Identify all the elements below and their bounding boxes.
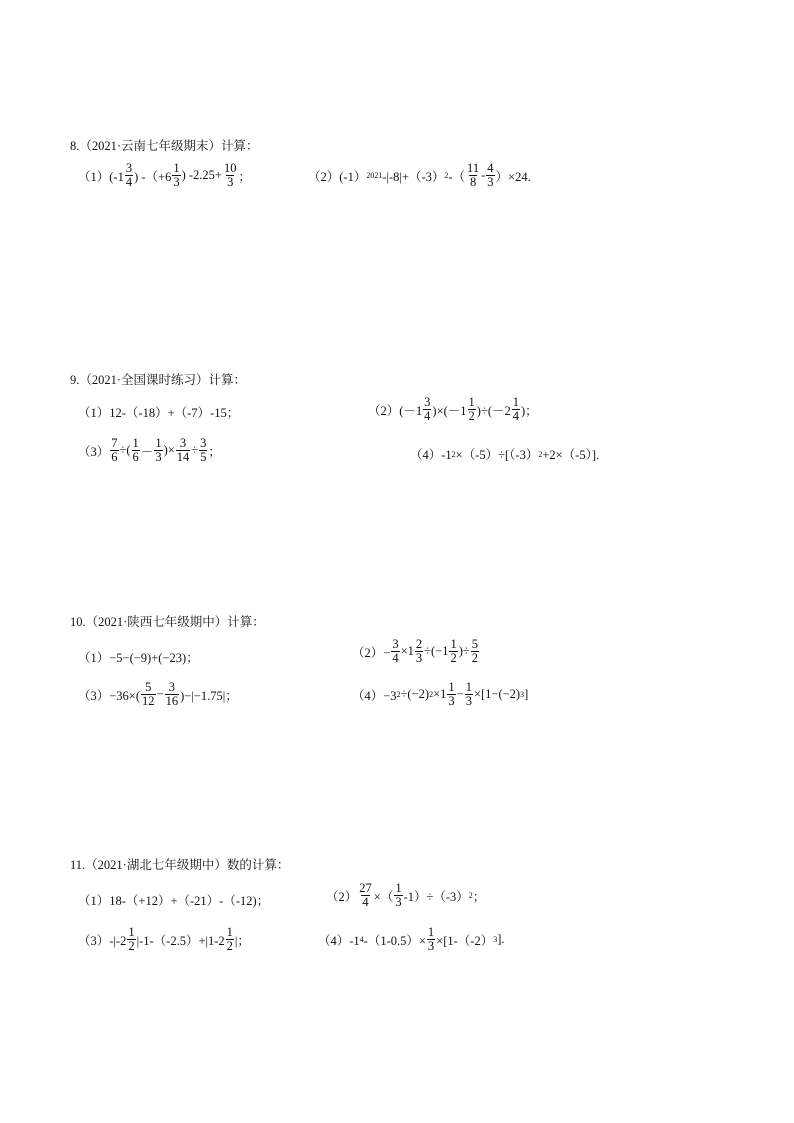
fraction: [415, 638, 423, 665]
numerator: 3: [392, 637, 399, 651]
denominator: 4: [392, 651, 399, 666]
fraction: [465, 681, 473, 708]
fraction: [127, 926, 135, 953]
question-10-title: 10.（2021·陕西七年级期中）计算：: [70, 615, 265, 629]
fraction: [141, 681, 156, 708]
fraction: [427, 926, 435, 953]
denominator: 3: [448, 694, 455, 709]
text: )×(－1: [432, 403, 467, 418]
exponent: 3: [520, 690, 525, 700]
text: −: [456, 687, 464, 702]
text: ×[1−(−2): [473, 687, 521, 702]
text: |-1-（-2.5）+|1-2: [136, 933, 225, 948]
denominator: 5: [200, 450, 207, 465]
denominator: 3: [155, 450, 162, 465]
fraction: [394, 882, 402, 909]
denominator: 4: [512, 409, 519, 424]
q8-part-1: [78, 162, 251, 189]
text: +2×（-5）].: [542, 448, 600, 462]
denominator: 6: [132, 450, 139, 465]
denominator: 3: [227, 175, 234, 190]
denominator: 3: [427, 939, 435, 954]
fraction: [154, 437, 162, 464]
fraction: [132, 437, 140, 464]
text: ].: [497, 932, 505, 947]
denominator: 2: [468, 409, 475, 424]
q11-part-3: [78, 926, 250, 953]
text: -（: [448, 169, 466, 184]
text: ）×24.: [495, 169, 531, 184]
numerator: 27: [359, 881, 372, 895]
text: -|-8|+（-3）: [382, 169, 445, 184]
denominator: 3: [173, 175, 180, 190]
text: ]: [524, 687, 529, 702]
numerator: 1: [512, 395, 519, 409]
text: （1）(-1: [78, 169, 124, 184]
numerator: 1: [395, 881, 402, 895]
q10-part-1: [78, 648, 199, 666]
fraction: [449, 638, 457, 665]
exponent: 2: [396, 690, 401, 700]
text: ) -（+6: [134, 169, 172, 184]
numerator: 1: [427, 925, 435, 939]
numerator: 1: [173, 161, 180, 175]
exponent: 2: [538, 449, 543, 459]
text: ×（: [373, 889, 394, 904]
q11-part-1: [78, 891, 269, 909]
fraction: [223, 162, 238, 189]
fraction: [512, 396, 520, 423]
text: ×1: [433, 687, 447, 702]
q10-part-2: [352, 638, 480, 665]
numerator: 1: [226, 925, 233, 939]
denominator: 16: [165, 694, 179, 709]
denominator: 4: [125, 175, 133, 190]
fraction: [358, 882, 373, 909]
denominator: 3: [465, 694, 472, 709]
exponent: 2: [468, 891, 473, 901]
numerator: 3: [424, 395, 431, 409]
fraction: [125, 162, 133, 189]
denominator: 3: [395, 895, 402, 910]
q11-part-4: [318, 926, 505, 953]
q8-part-2: [308, 162, 531, 189]
q9-part-2: [368, 396, 538, 423]
text: )；: [520, 403, 538, 418]
text: （3）−36×(: [78, 688, 141, 703]
text: |；: [234, 933, 250, 948]
text: ；: [238, 169, 251, 184]
numerator: 1: [155, 436, 162, 450]
fraction: [466, 162, 480, 189]
text: （4）-1: [410, 448, 452, 462]
text: -（1-0.5）×: [363, 933, 426, 948]
text: ) -2.25+: [181, 168, 222, 183]
text: （4）−3: [352, 688, 397, 703]
numerator: 3: [200, 436, 207, 450]
text: －: [140, 444, 154, 459]
text: )÷(－2: [476, 403, 511, 418]
denominator: 6: [111, 450, 118, 465]
q9-part-1: [78, 403, 239, 421]
question-11-title: 11.（2021·湖北七年级期中）数的计算：: [70, 858, 290, 872]
fraction: [391, 638, 399, 665]
text: ×[1-（-2）: [436, 933, 494, 948]
text: )−|−1.75|；: [180, 688, 238, 703]
numerator: 1: [128, 925, 135, 939]
numerator: 1: [468, 395, 475, 409]
q9-part-4: [410, 445, 599, 463]
text: （2）: [326, 889, 358, 904]
exponent: 4: [359, 935, 364, 945]
text: ×1: [400, 644, 414, 659]
numerator: 5: [471, 637, 478, 651]
denominator: 3: [487, 175, 494, 190]
denominator: 2: [128, 939, 135, 954]
numerator: 1: [465, 680, 472, 694]
exponent: 2: [429, 690, 434, 700]
text: （2）(－1: [368, 403, 423, 418]
text: （1）−5−(−9)+(−23)；: [78, 651, 199, 665]
text: ÷(: [119, 443, 131, 458]
denominator: 4: [424, 409, 431, 424]
denominator: 3: [415, 651, 423, 666]
text: ；: [472, 889, 486, 904]
question-8-title: 8.（2021·云南七年级期末）计算：: [70, 139, 259, 153]
text: （3）: [78, 444, 110, 459]
text: ÷(−1: [424, 644, 449, 659]
exponent: 2: [444, 171, 449, 181]
fraction: [172, 162, 180, 189]
denominator: 12: [142, 694, 155, 709]
fraction: [471, 638, 479, 665]
numerator: 5: [145, 680, 152, 694]
text: )÷: [458, 644, 470, 659]
q11-part-2: [326, 882, 485, 909]
fraction: [165, 681, 180, 708]
fraction: [176, 437, 191, 464]
fraction: [486, 162, 494, 189]
numerator: 1: [132, 436, 139, 450]
text: -1）÷（-3）: [403, 889, 469, 904]
text: （2）−: [352, 645, 391, 660]
text: )×: [163, 443, 175, 458]
q10-part-4: [352, 681, 528, 708]
fraction: [110, 437, 118, 464]
text: ÷(−2): [400, 687, 430, 702]
exponent: 2: [451, 449, 456, 459]
exponent: 2021: [366, 171, 383, 181]
text: ；: [208, 444, 221, 459]
numerator: 3: [179, 436, 187, 450]
denominator: 2: [450, 651, 457, 666]
text: ×（-5）÷[（-3）: [455, 448, 539, 462]
question-9-title: 9.（2021·全国课时练习）计算：: [70, 373, 247, 387]
numerator: 2: [415, 637, 423, 651]
exponent: 3: [493, 935, 498, 945]
numerator: 3: [168, 680, 175, 694]
text: -: [481, 168, 486, 183]
denominator: 8: [469, 175, 477, 190]
denominator: 4: [362, 895, 369, 910]
numerator: 3: [125, 161, 133, 175]
fraction: [447, 681, 455, 708]
q9-part-3: [78, 437, 221, 464]
numerator: 7: [111, 436, 118, 450]
numerator: 1: [448, 680, 455, 694]
numerator: 4: [487, 161, 494, 175]
text: （4）-1: [318, 933, 360, 948]
text: （3）-|-2: [78, 933, 127, 948]
text: （1）12-（-18）+（-7）-15；: [78, 406, 240, 420]
denominator: 2: [471, 651, 478, 666]
text: ÷: [191, 443, 199, 458]
numerator: 11: [467, 161, 480, 175]
denominator: 2: [226, 939, 233, 954]
q10-part-3: [78, 681, 238, 708]
fraction: [199, 437, 207, 464]
denominator: 14: [176, 450, 190, 465]
text: −: [156, 687, 164, 702]
text: （2）(-1）: [308, 169, 367, 184]
fraction: [226, 926, 234, 953]
fraction: [423, 396, 431, 423]
fraction: [468, 396, 476, 423]
numerator: 10: [223, 161, 237, 175]
text: （1）18-（+12）+（-21）-（-12)；: [78, 894, 270, 908]
numerator: 1: [450, 637, 457, 651]
